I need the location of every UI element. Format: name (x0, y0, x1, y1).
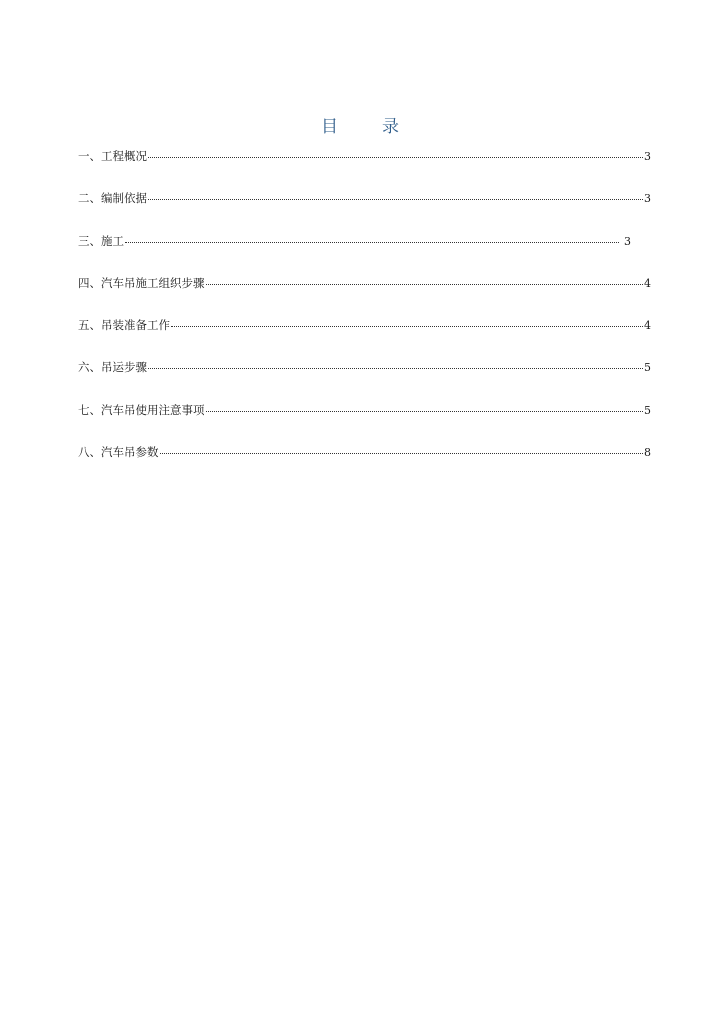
dot-leader (125, 232, 619, 243)
toc-entry-page: 8 (644, 446, 651, 460)
dot-leader (206, 274, 644, 285)
toc-entry-6[interactable] (78, 359, 651, 401)
toc-entry-label: 七、汽车吊使用注意事项 (78, 402, 205, 417)
toc-entry-label: 三、施工 (78, 233, 124, 248)
dot-leader (148, 189, 643, 200)
toc-entry-label: 六、吊运步骤 (78, 360, 147, 375)
toc-entry-page: 4 (644, 319, 651, 333)
toc-entry-3[interactable] (78, 233, 631, 275)
toc-entry-label: 二、编制依据 (78, 191, 147, 206)
toc-entry-page: 5 (644, 403, 651, 417)
dot-leader (148, 147, 643, 158)
toc-entry-5[interactable] (78, 317, 651, 359)
toc-entry-label: 八、汽车吊参数 (78, 445, 159, 460)
toc-entry-page: 4 (644, 276, 651, 290)
toc-entry-page: 5 (644, 361, 651, 375)
toc-entry-1[interactable] (78, 148, 651, 190)
dot-leader (160, 443, 644, 454)
toc-title (0, 112, 720, 137)
toc-entry-page: 3 (644, 192, 651, 206)
table-of-contents (78, 148, 651, 486)
toc-entry-page: 3 (644, 150, 651, 163)
toc-entry-label: 五、吊装准备工作 (78, 318, 170, 333)
toc-entry-8[interactable] (78, 444, 651, 486)
toc-title-char-2: 录 (382, 117, 399, 137)
toc-title-char-1: 目 (321, 117, 338, 137)
toc-entry-2[interactable] (78, 190, 651, 232)
dot-leader (148, 358, 643, 369)
toc-entry-4[interactable] (78, 275, 651, 317)
toc-entry-7[interactable] (78, 402, 651, 444)
dot-leader (171, 316, 643, 327)
toc-entry-page: 3 (624, 234, 631, 248)
toc-entry-label: 一、工程概况 (78, 149, 147, 163)
dot-leader (206, 401, 644, 412)
toc-entry-label: 四、汽车吊施工组织步骤 (78, 275, 205, 290)
